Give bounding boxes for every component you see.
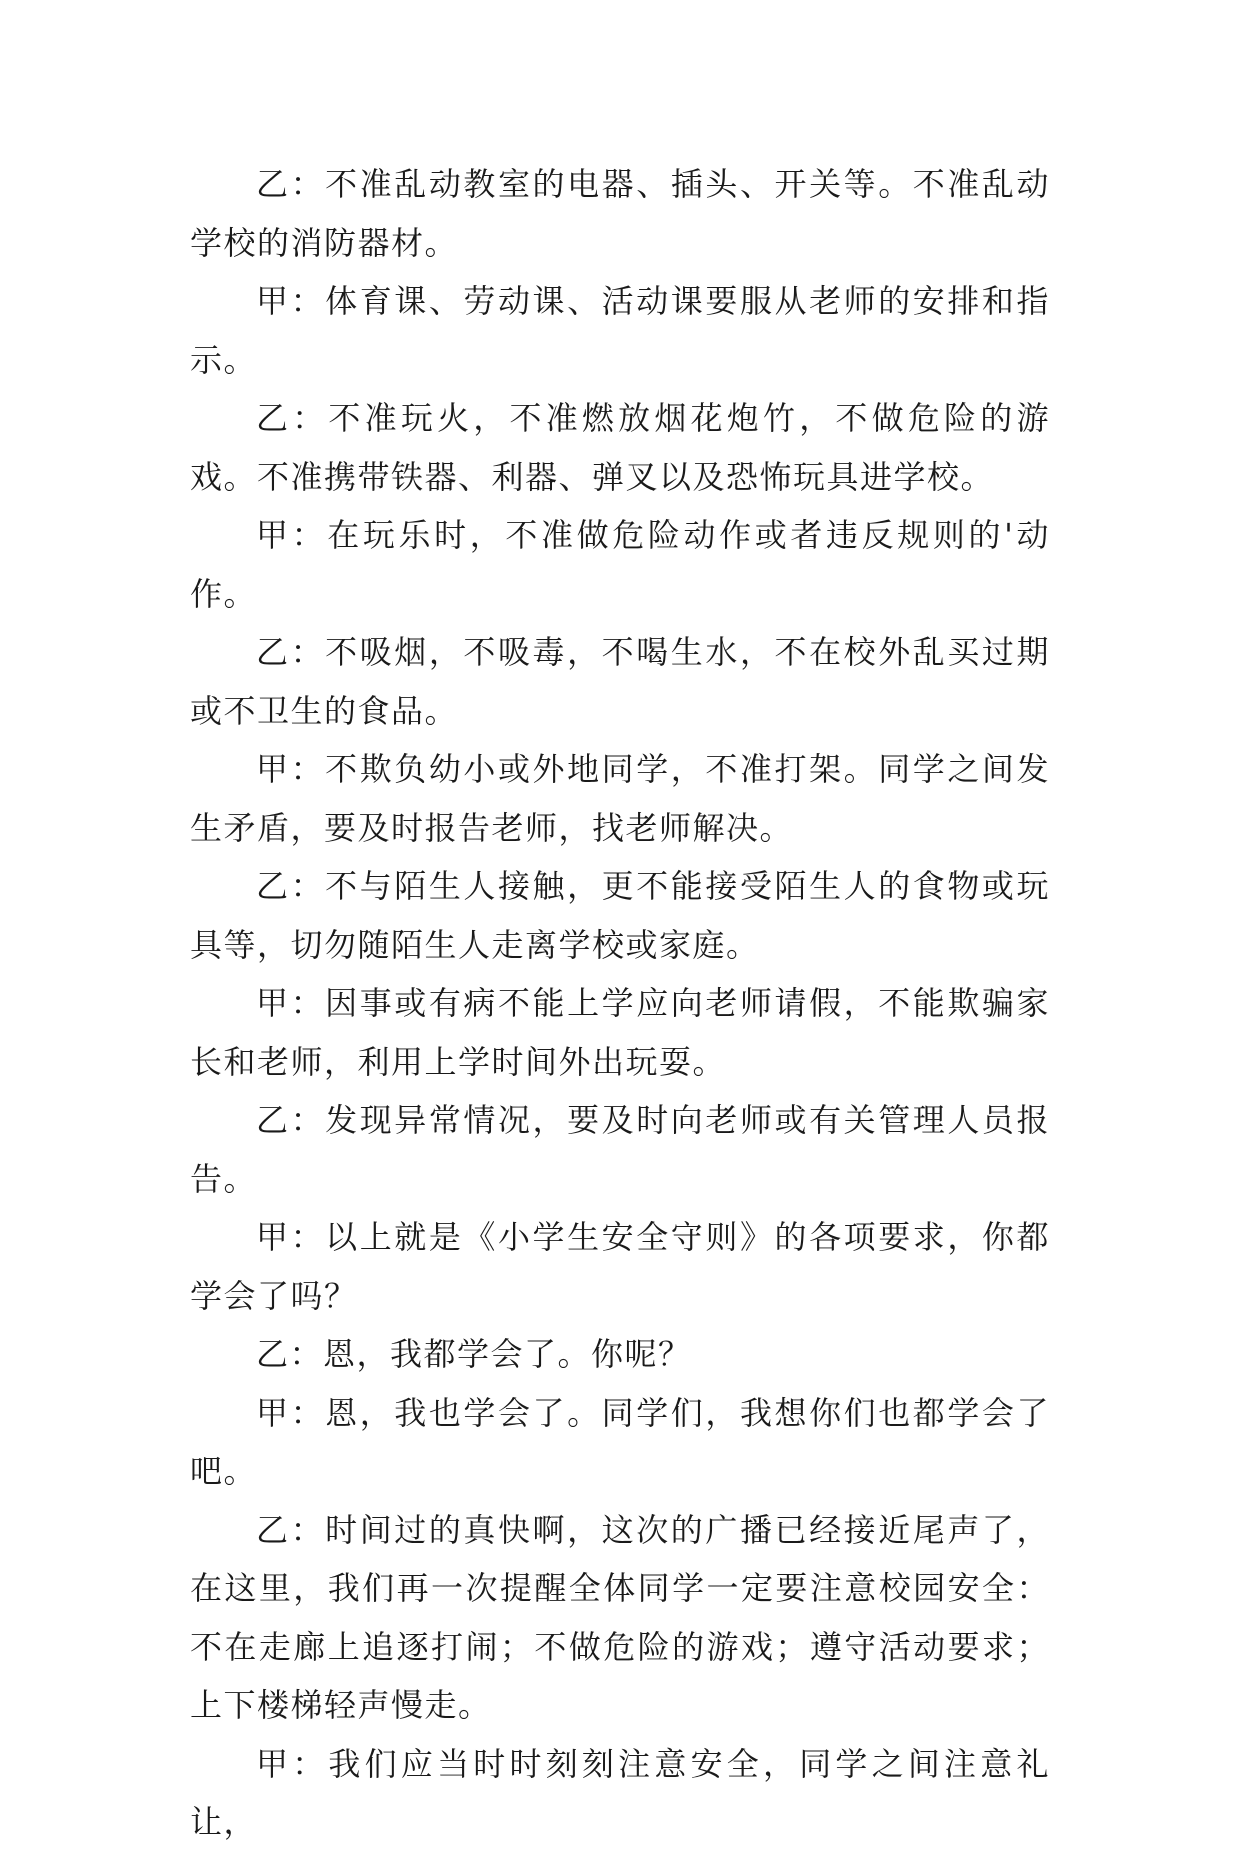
document-body (190, 155, 1050, 1852)
paragraph: 甲：恩，我也学会了。同学们，我想你们也都学会了吧。 (190, 1393, 1050, 1490)
paragraph: 乙：恩，我都学会了。你呢？ (256, 1335, 692, 1373)
paragraph: 乙：不吸烟，不吸毒，不喝生水，不在校外乱买过期或不卫生的食品。 (190, 633, 1050, 730)
paragraph: 乙：时间过的真快啊，这次的广播已经接近尾声了，在这里，我们再一次提醒全体同学一定要注意校园安全：不在走廊上追逐打闹；不做危险的游戏；遵守活动要求；上下楼梯轻声慢走。 (190, 1510, 1050, 1724)
paragraph: 甲：以上就是《小学生安全守则》的各项要求，你都学会了吗？ (190, 1218, 1050, 1315)
paragraph: 甲：我们应当时时刻刻注意安全，同学之间注意礼让， (190, 1744, 1050, 1841)
paragraph: 乙：不准玩火，不准燃放烟花炮竹，不做危险的游戏。不准携带铁器、利器、弹叉以及恐怖玩具进学校。 (190, 399, 1050, 496)
paragraph: 乙：不与陌生人接触，更不能接受陌生人的食物或玩具等，切勿随陌生人走离学校或家庭。 (190, 867, 1050, 964)
paragraph: 乙：不准乱动教室的电器、插头、开关等。不准乱动学校的消防器材。 (190, 165, 1050, 262)
paragraph: 甲：在玩乐时，不准做危险动作或者违反规则的'动作。 (190, 516, 1050, 613)
paragraph: 甲：因事或有病不能上学应向老师请假，不能欺骗家长和老师，利用上学时间外出玩耍。 (190, 984, 1050, 1081)
paragraph: 甲：体育课、劳动课、活动课要服从老师的安排和指示。 (190, 282, 1050, 379)
paragraph: 乙：发现异常情况，要及时向老师或有关管理人员报告。 (190, 1101, 1050, 1198)
paragraph: 甲：不欺负幼小或外地同学，不准打架。同学之间发生矛盾，要及时报告老师，找老师解决。 (190, 750, 1050, 847)
